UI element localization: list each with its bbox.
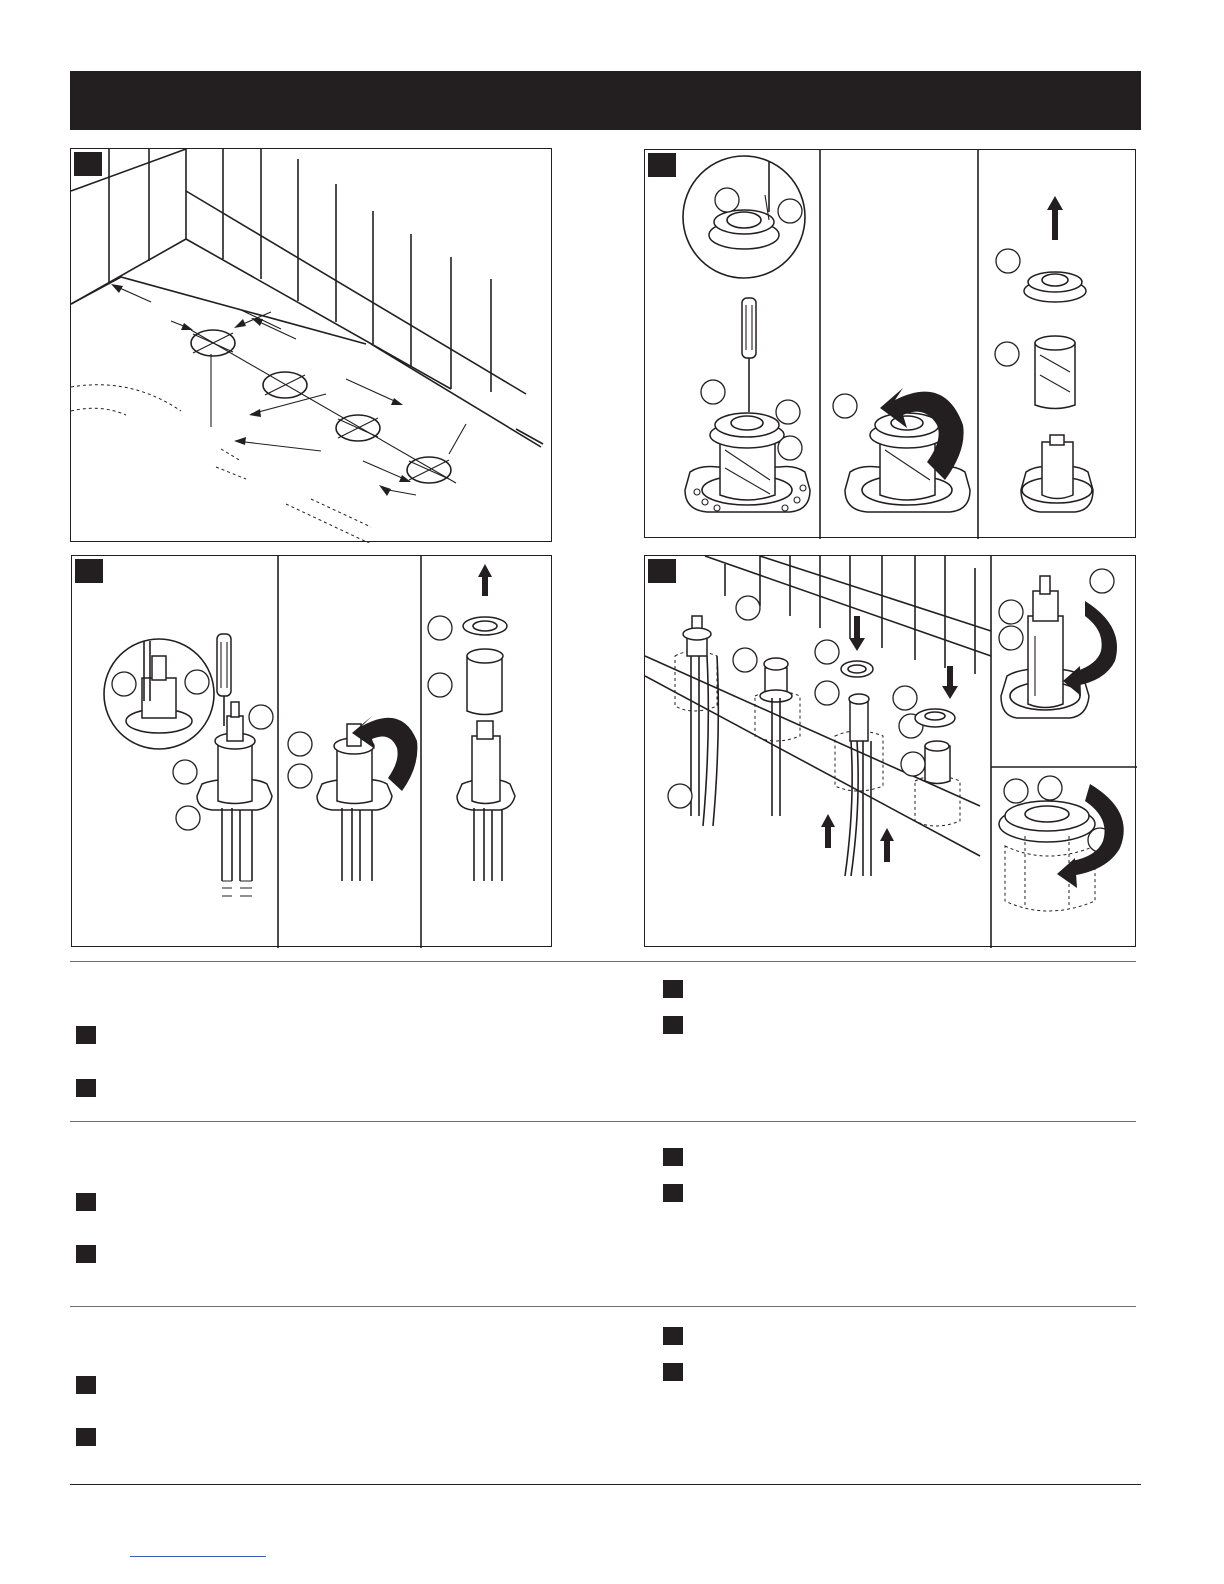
figure-panel-valve-removal <box>644 149 1136 538</box>
callout-circle <box>701 380 725 404</box>
section-divider <box>70 1121 1136 1122</box>
step-badge <box>76 1026 96 1044</box>
callout-circle <box>288 732 312 756</box>
callout-circle <box>176 806 200 830</box>
callout-circle <box>815 640 839 664</box>
callout-circle <box>999 626 1023 650</box>
callout-circle <box>173 760 197 784</box>
page-bottom-rule <box>70 1484 1141 1485</box>
callout-circle <box>428 616 452 640</box>
step-badge <box>76 1428 96 1446</box>
callout-circle <box>995 342 1019 366</box>
callout-circle <box>1038 776 1062 800</box>
callout-circle <box>715 188 739 212</box>
down-arrow-icon <box>849 616 865 651</box>
up-arrow-icon <box>478 564 492 596</box>
screwdriver-icon <box>217 634 231 726</box>
callout-circle <box>112 672 136 696</box>
callout-circle <box>833 394 857 418</box>
figure-panel-installation <box>644 555 1136 947</box>
figure-panel-deck-layout <box>70 148 552 542</box>
down-arrow-icon <box>942 666 958 699</box>
callout-circle <box>999 600 1023 624</box>
callout-circle <box>778 436 802 460</box>
callout-circle <box>996 249 1020 273</box>
callout-circle <box>1004 779 1028 803</box>
callout-circle <box>776 400 800 424</box>
step-badge <box>663 1184 683 1202</box>
callout-circle <box>893 686 917 710</box>
step-badge <box>76 1245 96 1263</box>
rotate-arrow-icon <box>1063 601 1117 696</box>
callout-circle <box>185 670 209 694</box>
section-divider <box>70 1306 1136 1307</box>
step-badge <box>76 1193 96 1211</box>
callout-circle <box>428 673 452 697</box>
footer-link[interactable] <box>130 1556 266 1557</box>
diverter-illustration <box>72 556 553 948</box>
callout-circle <box>249 705 273 729</box>
callout-circle <box>1090 569 1114 593</box>
step-badge <box>663 1363 683 1381</box>
deck-illustration <box>71 149 553 543</box>
valve-removal-illustration <box>645 150 1137 539</box>
callout-circle <box>901 752 925 776</box>
step-badge <box>76 1376 96 1394</box>
up-arrow-icon <box>1047 196 1063 240</box>
step-badge <box>663 980 683 998</box>
callout-circle <box>668 784 692 808</box>
section-divider <box>70 961 1136 962</box>
callout-circle <box>736 596 760 620</box>
header-bar <box>70 71 1141 130</box>
callout-circle <box>288 764 312 788</box>
screwdriver-icon <box>742 298 756 412</box>
callout-circle <box>778 199 802 223</box>
installation-illustration <box>645 556 1137 948</box>
figure-panel-diverter <box>71 555 552 947</box>
step-badge <box>663 1016 683 1034</box>
callout-circle <box>815 681 839 705</box>
callout-circle <box>733 648 757 672</box>
step-badge <box>663 1148 683 1166</box>
step-badge <box>76 1079 96 1097</box>
step-badge <box>663 1327 683 1345</box>
